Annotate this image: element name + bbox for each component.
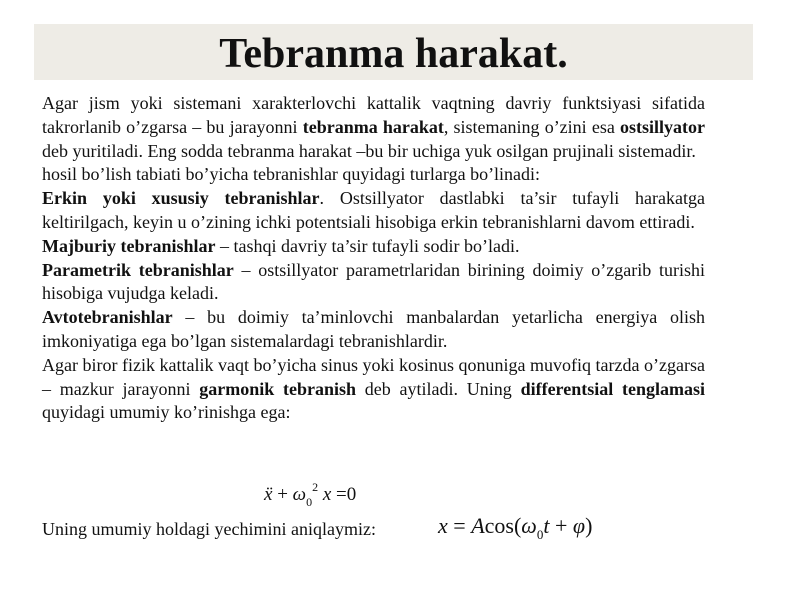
- title-bar: [34, 24, 753, 80]
- text-run: Agar jism yoki sistemani xarakterlovchi kattalik vaqtning davriy funktsiyasi sifatida takrorlanib o’zgarsa – bu jarayonni: [42, 93, 705, 137]
- text-run: . Ostsillyator dastlabki ta’sir tufayli harakatga keltirilgach, keyin u o’zining ichki potentsiali hisobiga erkin tebranishlarni davom ettiradi.: [42, 188, 706, 232]
- solution-amplitude: A: [471, 513, 485, 538]
- content-body: [42, 92, 705, 425]
- text-run: quyidagi umumiy ko’rinishga ega:: [42, 402, 291, 423]
- solution-omega-subscript: 0: [536, 527, 544, 542]
- x-symbol: x: [322, 484, 332, 505]
- solution-lhs: x: [438, 513, 448, 538]
- paragraph-definition: [42, 92, 705, 163]
- bold-term: differentsial tenglamasi: [520, 378, 705, 399]
- solution-close-paren: ): [585, 513, 593, 538]
- omega-superscript: 2: [312, 480, 319, 494]
- bold-term: Avtotebranishlar: [42, 307, 173, 328]
- text-run: deb yuritiladi. Eng sodda tebranma harakat –bu bir uchiga yuk osilgan prujinali sistemadir.: [42, 140, 696, 161]
- paragraph-free-oscillations: [42, 187, 705, 235]
- solution-t: t: [543, 513, 550, 538]
- text-run: Agar biror fizik kattalik vaqt bo’yicha sinus yoki kosinus qonuniga muvofiq tarzda o’zgarsa – mazkur jarayonni: [42, 354, 705, 399]
- solution-equation: [438, 512, 592, 543]
- paragraph-parametric-oscillations: [42, 259, 705, 307]
- equals-zero: =0: [336, 484, 357, 505]
- differential-equation: [264, 480, 357, 509]
- slide-title: Tebranma harakat.: [219, 31, 568, 77]
- bold-term: Erkin yoki xususiy tebranishlar: [42, 188, 320, 209]
- solution-equals: =: [453, 513, 466, 538]
- plus-sign: +: [277, 484, 288, 505]
- text-run: , sistemaning o’zini esa: [443, 116, 620, 137]
- text-run: – ostsillyator parametrlaridan birining doimiy o’zgarib turishi hisobiga vujudga keladi.: [42, 259, 705, 304]
- bold-term: Majburiy tebranishlar: [42, 235, 216, 256]
- text-run: – bu doimiy ta’minlovchi manbalardan yetarlicha energiya olish imkoniyatiga ega bo’lgan sistemalardagi tebranishlardir.: [42, 307, 705, 351]
- paragraph-forced-oscillations: [42, 235, 705, 259]
- solution-omega: ω: [521, 513, 537, 538]
- x-double-dot: ẍ: [264, 484, 273, 505]
- bold-term: ostsillyator: [620, 116, 705, 137]
- omega-subscript: 0: [306, 495, 313, 509]
- paragraph-self-oscillations: [42, 306, 705, 354]
- bold-term: tebranma harakat: [302, 116, 444, 137]
- paragraph-harmonic-oscillation: [42, 354, 705, 425]
- paragraph-classification: [42, 163, 705, 187]
- solution-plus: +: [549, 513, 573, 538]
- solution-phi: φ: [572, 513, 586, 538]
- omega-symbol: ω: [292, 484, 307, 505]
- text-run: – tashqi davriy ta’sir tufayli sodir bo’ladi.: [215, 235, 520, 256]
- solution-label: Uning umumiy holdagi yechimini aniqlaymiz:: [42, 519, 376, 539]
- bold-term: garmonik tebranish: [199, 378, 357, 399]
- solution-cos: cos(: [484, 513, 522, 538]
- text-run: deb aytiladi. Uning: [356, 378, 521, 399]
- text-run: hosil bo’lish tabiati bo’yicha tebranishlar quyidagi turlarga bo’linadi:: [42, 164, 541, 185]
- bold-term: Parametrik tebranishlar: [42, 259, 234, 280]
